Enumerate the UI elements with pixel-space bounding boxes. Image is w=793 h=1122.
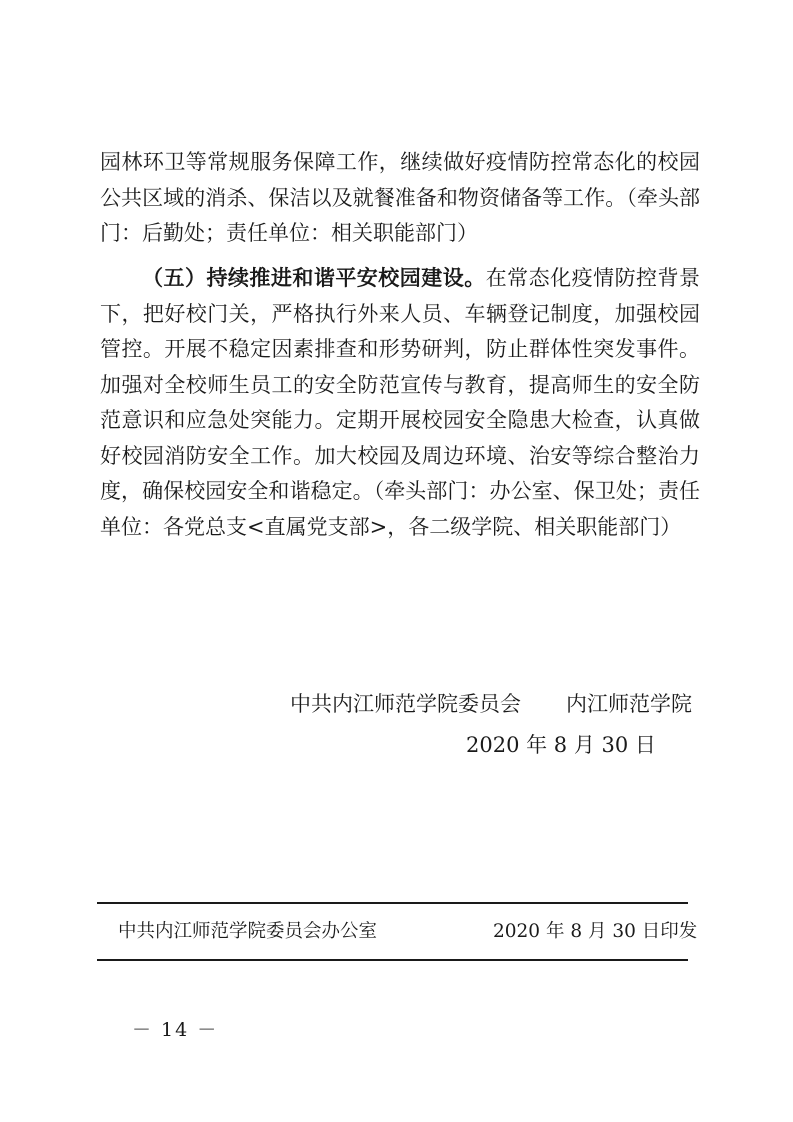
body-paragraph-continued: 园林环卫等常规服务保障工作，继续做好疫情防控常态化的校园公共区域的消杀、保洁以及就餐准备和物资储备等工作。（牵头部门：后勤处；责任单位：相关职能部门）: [100, 150, 700, 245]
signature-college: 内江师范学院: [566, 692, 692, 716]
footer-bottom-rule: [97, 959, 688, 961]
signature-date: 2020 年 8 月 30 日: [466, 733, 656, 757]
section-heading: （五）持续推进和谐平安校园建设。: [142, 266, 486, 290]
footer-top-rule: [97, 902, 688, 904]
body-paragraph-section-5: [100, 261, 700, 545]
footer-issuer: 中共内江师范学院委员会办公室: [118, 921, 378, 942]
footer-issue-date: 2020 年 8 月 30 日印发: [493, 921, 698, 942]
section-body: 在常态化疫情防控背景下，把好校门关，严格执行外来人员、车辆登记制度，加强校园管控。开展不稳定因素排查和形势研判，防止群体性突发事件。加强对全校师生员工的安全防范宣传与教育，提高师生的安全防范意识和应急处突能力。定期开展校园安全隐患大检查，认真做好校园消防安全工作。加大校园及周边环境、治安等综合整治力度，确保校园安全和谐稳定。（牵头部门：办公室、保卫处；责任单位：各党总支<直属党支部>，各二级学院、相关职能部门）: [100, 266, 701, 539]
signature-party-committee: 中共内江师范学院委员会: [290, 692, 521, 716]
page-number: － 14 －: [132, 1019, 219, 1041]
